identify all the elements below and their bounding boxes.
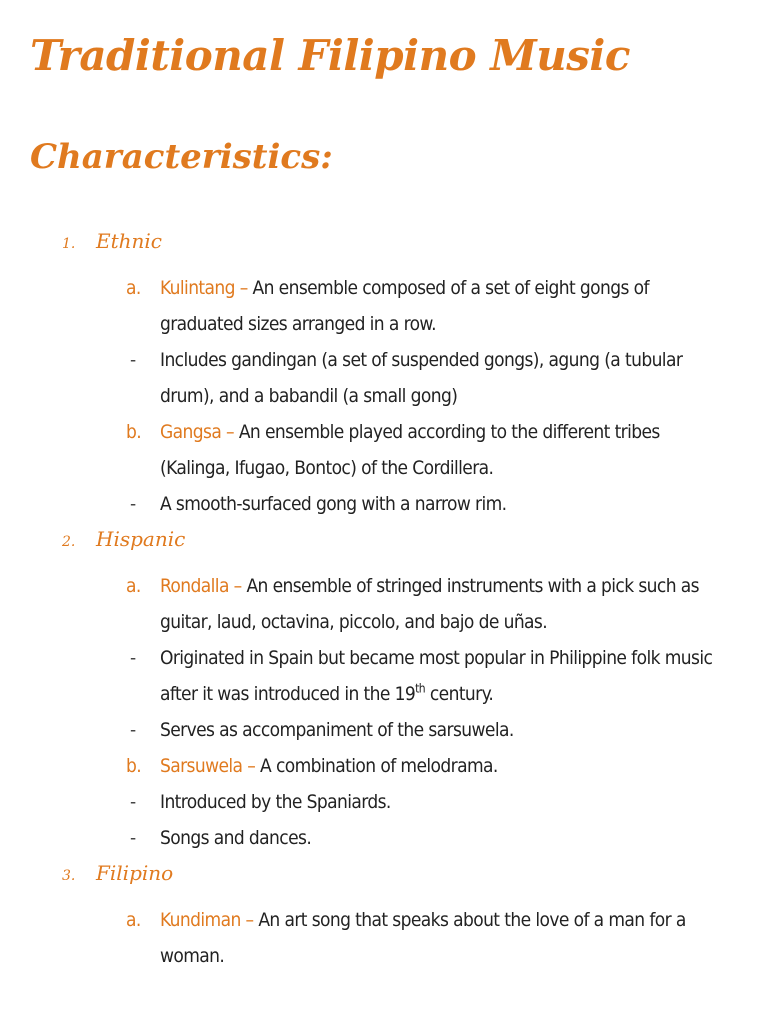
item-text: A combination of melodrama. [260,755,498,777]
section-title: Filipino [96,861,174,885]
item-text: An ensemble of stringed instruments with a pick such as guitar, laud, octavina, piccolo, and bajo de uñas. [160,575,699,633]
list-item-kundiman [126,902,716,974]
section-title: Hispanic [96,527,186,551]
item-text: Songs and dances. [160,827,312,849]
section-number: 1. [62,236,76,252]
list-item-sarsuwela [126,748,716,784]
list-item-detail [126,712,716,748]
item-marker: - [130,349,136,371]
section-number: 2. [62,534,76,550]
item-body [160,270,716,342]
item-body [160,414,716,486]
item-marker: - [130,719,136,741]
list-item-detail [126,784,716,820]
item-marker: b. [126,755,142,777]
section-heading-ethnic [62,226,162,259]
page-title: Traditional Filipino Music [30,31,630,80]
item-text: An art song that speaks about the love of a man for a woman. [160,909,686,967]
item-marker: - [130,493,136,515]
item-body [160,568,716,640]
item-text: An ensemble composed of a set of eight gongs of graduated sizes arranged in a row. [160,277,649,335]
item-text-end: century. [425,683,494,705]
item-marker: a. [126,277,141,299]
list-item-detail [126,640,716,712]
item-body [160,902,716,974]
item-marker: a. [126,575,141,597]
item-term: Kulintang [160,277,235,299]
item-text: An ensemble played according to the different tribes (Kalinga, Ifugao, Bontoc) of the Cordillera. [160,421,660,479]
item-body [160,640,716,712]
term-separator: – [247,755,256,777]
ordinal-suffix: th [415,681,426,696]
item-term: Rondalla [160,575,229,597]
item-marker: - [130,647,136,669]
item-text: Originated in Spain but became most popular in Philippine folk music after it was introduced in the 19 [160,647,713,705]
term-separator: – [226,421,234,443]
item-term: Sarsuwela [160,755,243,777]
item-term: Kundiman [160,909,241,931]
item-term: Gangsa [160,421,222,443]
item-text: Includes gandingan (a set of suspended gongs), agung (a tubular drum), and a babandil (a small gong) [160,349,683,407]
term-separator: – [233,575,242,597]
term-separator: – [239,277,248,299]
list-item-detail [126,486,716,522]
item-body [160,748,716,784]
list-item-detail [126,342,716,414]
section-heading-filipino [62,858,173,891]
item-marker: b. [126,421,142,443]
list-item-kulintang [126,270,716,342]
page-subtitle: Characteristics: [30,137,333,177]
list-item-rondalla [126,568,716,640]
item-text: Serves as accompaniment of the sarsuwela. [160,719,514,741]
list-item-detail [126,820,716,856]
term-separator: – [245,909,254,931]
section-number: 3. [62,868,76,884]
item-text: Introduced by the Spaniards. [160,791,391,813]
section-heading-hispanic [62,524,185,557]
item-marker: - [130,827,136,849]
section-title: Ethnic [96,229,162,253]
list-item-gangsa [126,414,716,486]
item-text: A smooth-surfaced gong with a narrow rim. [160,493,507,515]
item-marker: a. [126,909,141,931]
item-marker: - [130,791,136,813]
